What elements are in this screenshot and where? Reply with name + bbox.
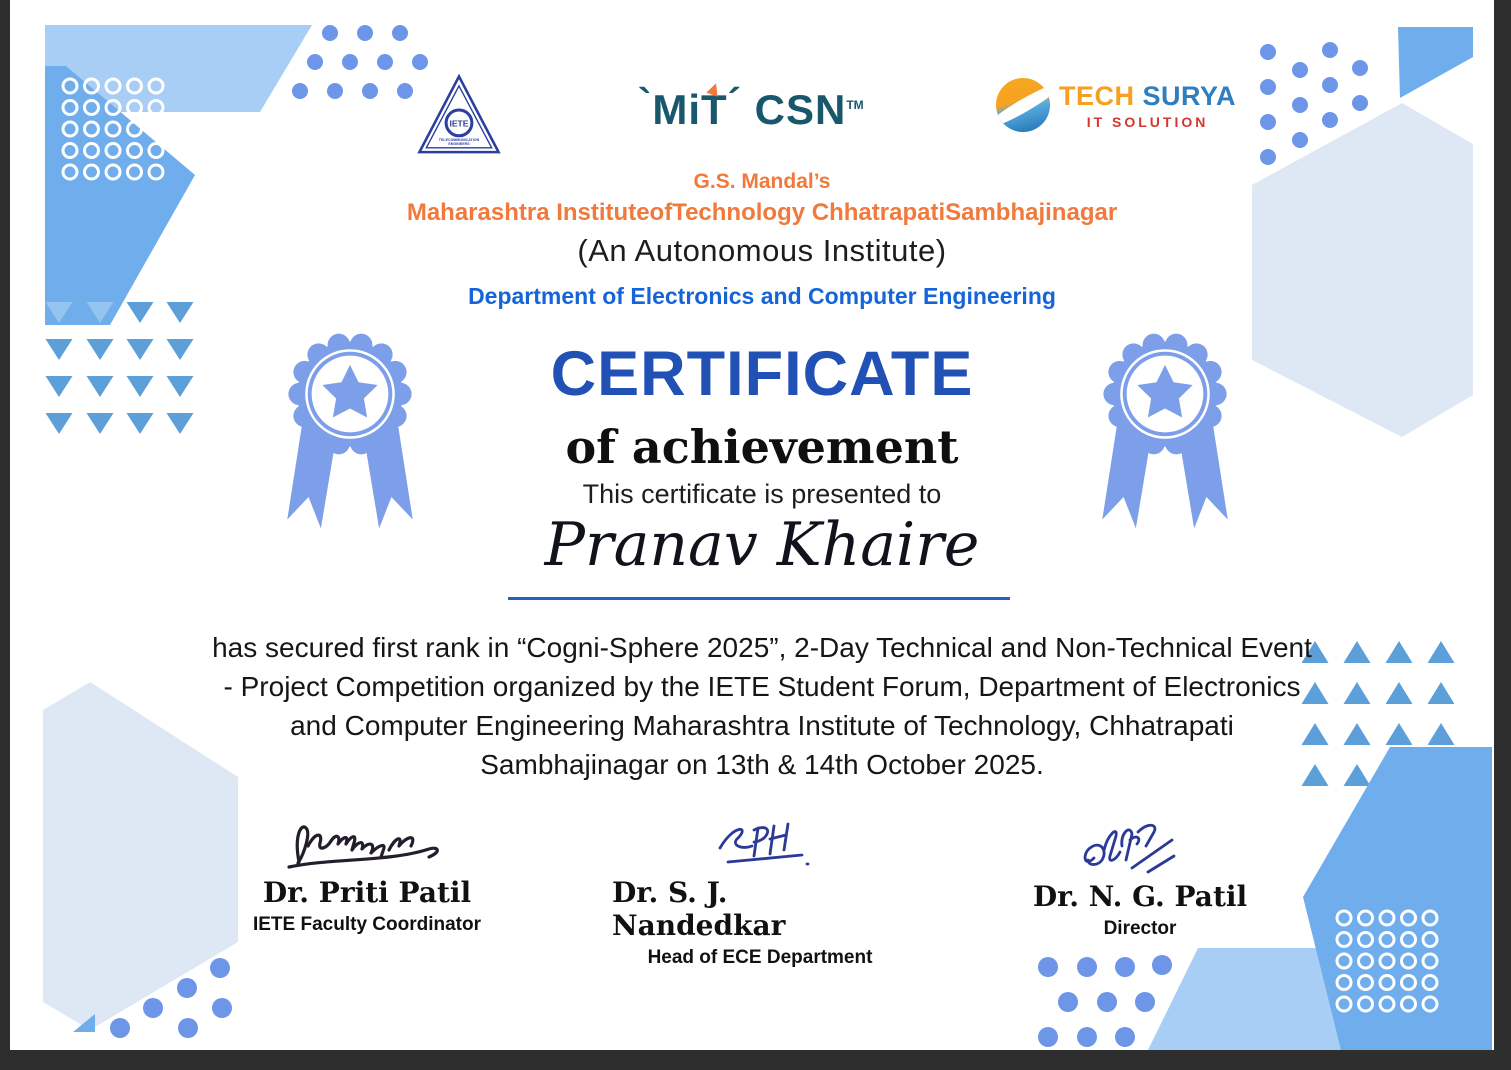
- org-parent-line: G.S. Mandal’s: [693, 170, 831, 193]
- iete-caption-line1: TELECOMMUNICATION: [438, 137, 480, 142]
- certificate-subtitle: of achievement: [565, 420, 959, 474]
- certificate-body-text: has secured first rank in “Cogni-Sphere 2025”, 2-Day Technical and Non-Technical Event - Project Competition organized by the IETE Student Forum, Department of Electronics and Computer Engineering Maharashtra Institute of Technology, Chhatrapati Sambhajinagar on 13th & 14th October 2025.: [212, 632, 1312, 780]
- mitcsn-wordmark-csn: CSN: [754, 86, 847, 133]
- signatory-title: Head of ECE Department: [647, 947, 873, 968]
- mitcsn-trademark: TM: [846, 98, 864, 112]
- signatory-name: Dr. S. J. Nandedkar: [612, 876, 786, 942]
- mitcsn-logo: [638, 81, 864, 138]
- signature-block-director: [992, 816, 1288, 940]
- mitcsn-tick-left: `: [638, 81, 653, 125]
- signature-ink-nandedkar: [690, 816, 830, 874]
- techsurya-word-tech: TECH: [1059, 80, 1135, 111]
- presented-to-line: This certificate is presented to: [582, 479, 942, 509]
- techsurya-swirl-icon: [996, 78, 1050, 132]
- recipient-underline: [508, 597, 1010, 600]
- techsurya-it-solution: IT SOLUTION: [1086, 113, 1209, 130]
- recipient-name: Pranav Khaire: [544, 510, 980, 580]
- bottom-right-blue-arrow-shape: [1303, 747, 1492, 1050]
- signatory-name: Dr. N. G. Patil: [1032, 880, 1248, 913]
- signatory-title: IETE Faculty Coordinator: [252, 914, 482, 935]
- bottom-right-dot-pattern: [1038, 955, 1172, 1047]
- signature-ink-priti-patil: [277, 816, 457, 874]
- iete-logo: [416, 72, 502, 160]
- iete-caption-line2: ENGINEERS: [448, 142, 470, 147]
- techsurya-word-surya: SURYA: [1142, 80, 1237, 111]
- signature-block-hod: [612, 816, 908, 969]
- signatory-title: Director: [1103, 918, 1177, 939]
- techsurya-swoosh: [996, 79, 1050, 132]
- org-name-line: Maharashtra InstituteofTechnology ChhatrapatiSambhajinagar: [406, 199, 1118, 226]
- certificate-title: CERTIFICATE: [550, 339, 974, 409]
- org-type-line: (An Autonomous Institute): [577, 233, 947, 268]
- signatory-name: Dr. Priti Patil: [262, 876, 472, 909]
- signature-ink-ng-patil: [1070, 816, 1210, 878]
- iete-logo-text: IETE: [449, 118, 469, 129]
- signature-block-coordinator: [217, 816, 517, 936]
- mitcsn-wordmark-mit: MiT: [652, 86, 728, 133]
- techsurya-logo: [996, 78, 1236, 132]
- mitcsn-tick-right: ´: [727, 81, 742, 125]
- top-right-corner-triangle: [1398, 27, 1473, 98]
- top-left-dot-pattern: [292, 25, 428, 99]
- department-line: Department of Electronics and Computer Engineering: [468, 283, 1056, 309]
